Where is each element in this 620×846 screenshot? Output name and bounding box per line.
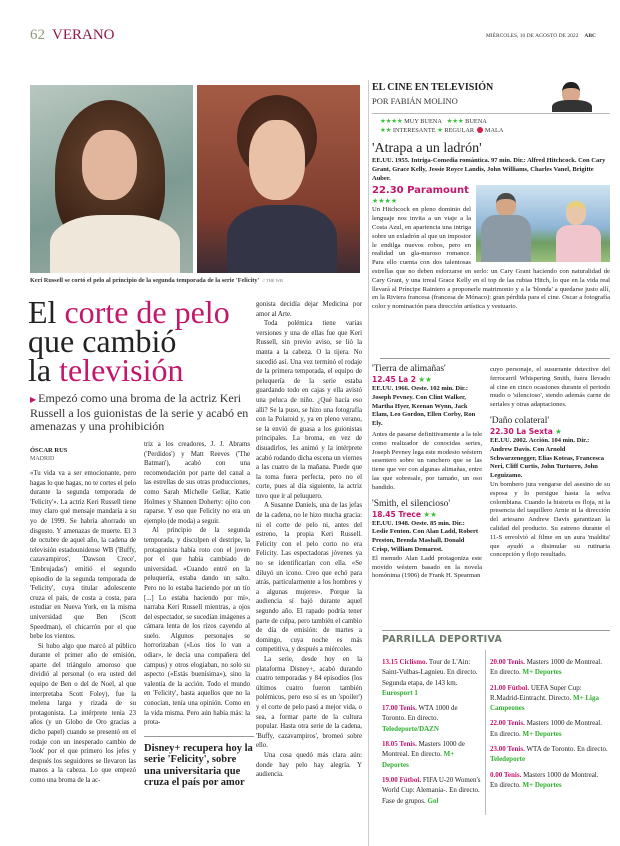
photo-caption — [30, 277, 365, 284]
paragraph: Toda polémica tiene varias versiones y una de ellas fue que Keri Russell, sin previo aviso, se lió la manta a la cabeza. O la tijera. No sucedió así. Una vez terminó el rodaje de la primera temporada, el equipo de peluquería de la serie estaba guardando todo en cajas y ella avistó una peluca de niño. ¿Qué hacía eso allí? Se la puso, se hizo una fotografía con la Polaroid y, ya en pleno verano, se la envió de guasa a los guionistas principales. La broma, en vez de disuadirlos, les animó y la intérprete acabó rodando dicha escena un viernes a las cuatro de la mañana. Puede que la toma fuera perfecta, pero no el corte, pues al día siguiente, la actriz tuvo que ir al peluquero. — [256, 320, 362, 500]
sports-desc: Masters 1000 de Montreal. En directo. — [490, 770, 599, 789]
headline — [28, 294, 250, 388]
sports-desc: FIFA U-20 Women's World Cup: Alemania-. En directo. Fase de grupos. — [382, 775, 481, 805]
divider — [372, 113, 610, 114]
film-title: 'Daño colateral' — [490, 415, 550, 426]
sports-desc: WTA de Toronto. En directo. — [524, 745, 608, 754]
legend-label: MALA — [484, 126, 504, 134]
sports-desc: Masters 1000 de Montreal. En directo. — [382, 740, 465, 759]
article-column-3 — [256, 300, 362, 780]
headline-highlight: televisión — [59, 352, 184, 388]
film-listing — [372, 364, 482, 493]
subheadline — [30, 392, 252, 434]
photo-long-hair — [30, 85, 193, 273]
film-listing — [490, 416, 610, 560]
sports-desc: Tour de L'Ain: Saint-Vulbas-Lagnieu. En directo. Segunda etapa, de 143 km. — [382, 658, 478, 687]
sports-channel: M+ Deportes — [382, 750, 455, 769]
featured-film-info: EE.UU. 1955. Intriga-Comedia romántica. 97 min. Dir.: Alfred Hitchcock. Con Cary Grant, Grace Kelly, Jessie Royce Landis, John Williams, Charles Vanel, Brigitte Auber. — [372, 157, 606, 182]
featured-film-title: 'Atrapa a un ladrón' — [372, 141, 482, 156]
film-text: El menudo Alan Ladd protagoniza este movido wéstern basado en la novela homónima (1906) de Frank H. Spearman — [372, 554, 482, 580]
sports-channel: M+ Liga Campeones — [490, 693, 599, 713]
featured-film-text-a: Un Hitchcock en pleno dominio del lenguaje nos invita a un viaje a la Costa Azul, en apariencia una intriga sobre un exladrón al que un impostor le endilga nuevos robos, pero en realidad un gla- — [372, 206, 471, 258]
paragraph: A Susanne Daniels, una de las jefas de la cadena, no le hizo mucha gracia: ni el corte de pelo ni, antes del estreno, la propia Keri Russell. Felicity con el pelo corto no era Felicity. Las espectadoras jóvenes ya no se identificarían con ella. «Se diluyó un icono. Creo que echó para atrás, particularmente a los hombres y a algunas mujeres». Porque la audiencia sí bajó durante aquel segundo año. El rapado podría tener parte de culpa, pero también el cambio de día de emisión: de martes a domingo, cuya noche es más competitiva, y después a miércoles. — [256, 502, 362, 654]
sports-item — [490, 683, 608, 714]
headline-part: la — [28, 352, 60, 388]
tv-byline: POR FABIÁN MOLINO — [372, 96, 458, 106]
paragraph: Una cosa quedó más clara aún: donde hay pelo hay alegría. Y audiencia. — [256, 751, 362, 779]
headline-part: que cambió — [28, 323, 177, 359]
rating-legend — [380, 118, 503, 135]
triangle-bullet-icon: ▶ — [30, 395, 39, 404]
film-stars: ★ — [555, 426, 562, 436]
red-dot-icon — [477, 127, 483, 133]
film-info: EE.UU. 1966. Oeste. 102 min. Dir.: Joseph Pevney. Con Clint Walker, Martha Hyer, Keenan Wynn, Jack Elam, Leo Gordon, Ellen Corby, Ron Ely. — [372, 385, 476, 428]
stars-icon: ★★ — [380, 126, 392, 134]
column-divider — [485, 650, 486, 815]
sports-channel: Gol — [427, 796, 439, 805]
stars-icon: ★★★ — [446, 118, 464, 125]
sports-item — [490, 770, 608, 791]
sports-channel: M+ Deportes — [522, 729, 562, 738]
date-text: MIÉRCOLES, 10 DE AGOSTO DE 2022 — [485, 33, 579, 39]
sports-column-2 — [490, 657, 608, 795]
featured-stars: ★★★★ — [372, 197, 398, 206]
film-text: Antes de pasarse definitivamente a la tele como realizador de conocidas series, Joseph Pevney lega este modesto wéstern sesentero sobre un ranchero que se las tiene que ver con algunas alimañas, entre las que sobresale, por tamaño, un oso bandido. — [372, 430, 482, 491]
film-stars: ★★ — [423, 509, 437, 519]
critic-avatar — [548, 80, 596, 112]
film-title: 'Smith, el silencioso' — [372, 498, 451, 509]
legend-label: REGULAR — [444, 126, 475, 134]
caption-text: Keri Russell se cortó el pelo al principio de la segunda temporada de la serie 'Felicity' — [30, 277, 260, 284]
divider — [380, 358, 610, 359]
sports-desc: WTA 1000 de Toronto. En directo. — [382, 704, 458, 723]
film-text-continued: cuyo personaje, el susurrante detective del ferrocarril Whispering Smith, fuera llevado al cine en cinco ocasiones durante el periodo mudo o 'silencioso', siendo además carne de seriales y otras adaptaciones. — [490, 366, 610, 409]
location: MADRID — [30, 456, 55, 462]
sports-time: 17.00 Tenis. — [382, 704, 417, 713]
sports-time: 0.00 Tenis. — [490, 770, 522, 779]
sports-channel: Eurosport 1 — [382, 688, 418, 697]
sports-channel: M+ Deportes — [522, 780, 562, 789]
sports-item — [490, 718, 608, 739]
paragraph: «Tu vida va a ser emocionante, pero hagas lo que hagas, no te cortes el pelo durante la segunda temporada de 'Felicity'». La actriz Keri Russell tiene muy claro qué mensaje mandaría a su yo de 1999. Se habría ahorrado un disgusto. Y amenazas de muerte. El 3 de octubre de aquel año, la cadena de televisión estadounidense WB ('Buffy, cazavampiros', 'Dawson Crece', 'Embrujadas') emitió el segundo episodio de la segunda temporada de 'Felicity', cuya titular adolescente cruza el país, de costa a costa, para estudiar en Nueva York, en la misma universidad que Ben (Scott Speedman), el chicarrón por el que bebe los vientos. — [30, 470, 136, 641]
section-divider — [368, 80, 369, 846]
legend-label: BUENA — [465, 118, 487, 125]
film-listing — [372, 499, 482, 582]
sports-item — [490, 657, 608, 678]
featured-film-photo — [476, 185, 610, 262]
photo-credit: // THE WB — [262, 278, 283, 283]
legend-label: INTERESANTE — [392, 126, 436, 134]
sports-time: 13.15 Ciclismo. — [382, 658, 428, 666]
page-number: 62 — [30, 27, 45, 43]
sports-item — [490, 744, 608, 765]
sports-title: PARRILLA DEPORTIVA — [382, 634, 503, 645]
headline-part: El — [28, 294, 65, 330]
sports-item — [382, 657, 482, 698]
photo-short-hair — [197, 85, 360, 273]
film-info: EE.UU. 2002. Acción. 104 min. Dir.: Andrew Davis. Con Arnold Schwarzenegger, Elias Koteas, Francesca Neri, Cliff Curtis, John Turturro, John Leguizamo. — [490, 436, 605, 480]
headline-highlight: corte de pelo — [64, 294, 230, 330]
author: ÓSCAR RUS — [30, 447, 68, 454]
sports-item — [382, 739, 482, 770]
sports-time: 23.00 Tenis. — [490, 745, 525, 754]
sports-desc: UEFA Super Cup: R.Madrid-Eintracht. Directo. — [490, 683, 582, 702]
stars-icon: ★ — [437, 126, 443, 134]
film-title: 'Tierra de alimañas' — [372, 364, 446, 374]
brand: ABC — [584, 33, 596, 39]
paragraph: Si hubo algo que marcó al público durante el primer año de emisión, aparte del triángulo amoroso que dividió al personal (o era usted del equipo de Ben o del de Noel, al que interpretaba Scott Foley), fue la melena larga y rizada de su protagonista. La intérprete tenía 23 años (y un Globo de Oro gracias a dicho papel) cuando se presentó en el rodaje con un inesperado cambio de 'look' por el que primero los jefes y después los seguidores se llevaron las manos a la cabeza. Lo que empezó como una broma de la ac- — [30, 642, 136, 784]
film-time-channel: 18.45 Trece — [372, 509, 421, 519]
sports-channel: Teledeporte/DAZN — [382, 724, 439, 733]
legend-label: MUY BUENA — [404, 118, 442, 125]
sports-time: 18.05 Tenis. — [382, 740, 417, 749]
film-time-channel: 22.30 La Sexta — [490, 426, 553, 436]
paragraph: Al principio de la segunda temporada, y disculpen el destripe, la protagonista había roto con el joven por el que había cambiado de universidad. «Cuando entré en la peluquería, estaba dando un salto. Pero no lo estaba haciendo por un tío [...] Lo estaba haciendo por mí», narraba Keri Russell mientras, a ojos del espectador, se sucedían imágenes a cámara lenta de los rizos cayendo al suelo. Algunos personajes se horrorizaban («Los tíos lo van a odiar», le decía una compañera del campus) y otros elogiaban, no solo su aspecto («Estás buenísima»), sino la valentía de la acción. Todo el mundo en 'Felicity', hasta aquellos que no la conocían, tenía una opinión. Como en la vida misma. Pero aún había más: la prota- — [144, 527, 250, 727]
stars-icon: ★★★★ — [380, 118, 403, 125]
paragraph: gonista decidía dejar Medicina por amor al Arte. — [256, 301, 362, 318]
paragraph: La serie, desde hoy en la plataforma Disney+, acabó durando cuatro temporadas y 84 episodios (los últimos cuatro fueron también polémicos, pero eso sí es un 'spoiler') y el corte de pelo pasó a mejor vida, o sea, a formar parte de la cultura popular. Hasta otra serie de la cadena, 'Buffy, cazavampiros', bromeó sobre ello. — [256, 655, 362, 750]
sports-desc: Masters 1000 de Montreal. En directo. — [490, 719, 603, 738]
issue-date — [486, 33, 596, 39]
film-text: Un bombero jura vengarse del asesino de su esposa y lo persigue hasta la selva colombiana. Cuando la historia es floja, ni la presencia del taquillero Arnie ni la dirección del artesano Andrew Davis garantizan la calidad del producto. Su estreno durante el 11-S envolvió al filme en un aura 'maldita' que ayudó a disimular su rutinaria concepción y flojo resultado. — [490, 480, 610, 559]
sidebar-quote: Disney+ recupera hoy la serie 'Felicity', sobre una universitaria que cruza el país por amor — [144, 736, 254, 789]
sports-channel: M+ Deportes — [522, 668, 562, 677]
featured-film — [372, 140, 610, 312]
sports-time: 21.00 Fútbol. — [490, 683, 530, 692]
sports-item — [382, 775, 482, 806]
sports-column-1 — [382, 657, 482, 811]
sports-time: 22.00 Tenis. — [490, 719, 525, 728]
sports-time: 19.00 Fútbol. — [382, 775, 422, 784]
article-column-2 — [144, 440, 253, 789]
sports-item — [382, 703, 482, 734]
film-column-left — [372, 364, 482, 587]
sports-time: 20.00 Tenis. — [490, 658, 525, 666]
paragraph: triz a los creadores, J. J. Abrams ('Perdidos') y Matt Reeves ('The Batman'), acabó con una recomendación por parte del canal a las estrellas de sus otras producciones, como Sarah Michelle Gellar, Katie Holmes y Shannen Doherty: ojito con raparse. Y eso que Felicity no era un ejemplo (de moda) a seguir. — [144, 441, 250, 525]
divider — [382, 630, 610, 631]
featured-time-channel: 22.30 Paramount — [372, 185, 469, 197]
subhead-text: Empezó como una broma de la actriz Keri Russell a los guionistas de la serie y acabó en amenazas y una prohibición — [30, 391, 249, 433]
film-column-right — [490, 366, 610, 566]
sports-channel: Teledeporte — [490, 755, 526, 764]
film-time-channel: 12.45 La 2 — [372, 375, 417, 384]
featured-film-text-b: muroso romance. Para ello cuenta con dos talentosas estrellas que no deben esforzarse en serlo: un Cary Grant haciendo con naturalidad de Cary Grant, y una irreal Grace Kelly en el top de las rubias Hitch, lo que en la vida real llevará al Príncipe Rainiero a proponerle matrimonio y a la 'blonda' a quedarse justo allí, en la Riviera francesa (francesa de Mónaco): gran pérdida para el cine. Oscar a fotografía color y nominación para dirección artística y vestuario. — [372, 250, 610, 311]
section-title: VERANO — [52, 27, 115, 43]
film-stars: ★★ — [418, 375, 432, 384]
tv-section-title: EL CINE EN TELEVISIÓN — [372, 82, 494, 93]
article-column-1 — [30, 469, 136, 786]
sports-desc: Masters 1000 de Montreal. En directo. — [490, 658, 603, 677]
film-info: EE.UU. 1948. Oeste. 85 min. Dir.: Leslie Fenton. Con Alan Ladd, Robert Preston, Brenda Mashall, Donald Crisp, William Demarest. — [372, 519, 478, 553]
